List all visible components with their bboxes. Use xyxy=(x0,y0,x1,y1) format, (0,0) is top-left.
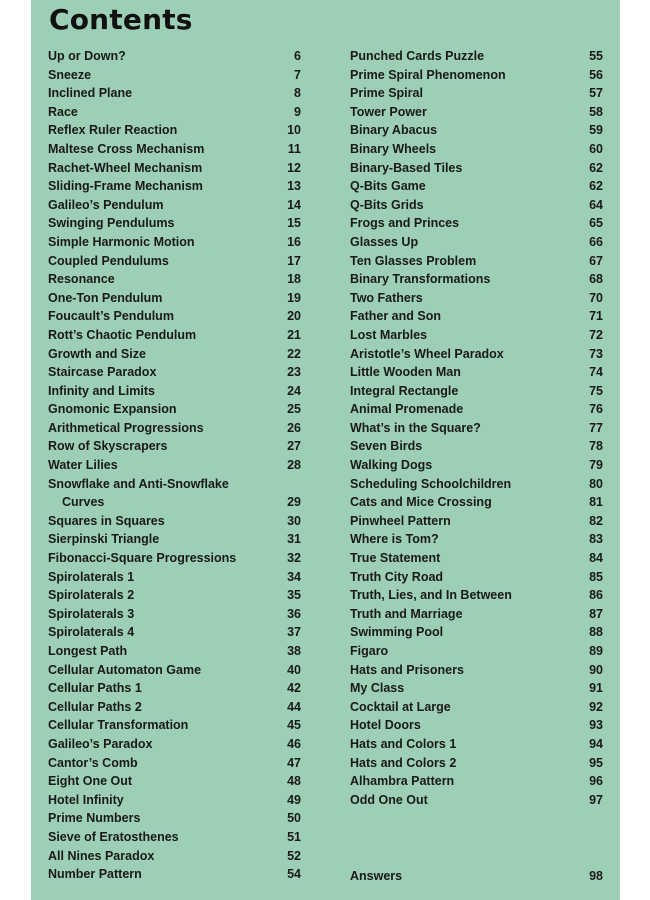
toc-entry-label: My Class xyxy=(350,681,405,696)
toc-entry-label: Eight One Out xyxy=(48,774,133,789)
toc-entry-page: 25 xyxy=(287,402,301,417)
toc-entry-page: 62 xyxy=(589,160,603,175)
toc-entry-label: Pinwheel Pattern xyxy=(350,513,451,528)
toc-entry-label: What’s in the Square? xyxy=(350,420,481,435)
toc-entry-label: Cellular Automaton Game xyxy=(48,662,202,677)
toc-entry xyxy=(48,66,301,85)
toc-entry-page: 42 xyxy=(287,681,301,696)
toc-entry xyxy=(350,47,603,66)
toc-entry-label: Row of Skyscrapers xyxy=(48,439,168,454)
toc-entry xyxy=(48,493,301,512)
toc-entry-label: Frogs and Princes xyxy=(350,216,460,231)
toc-entry-label: Where is Tom? xyxy=(350,532,439,547)
toc-entry-label: Prime Spiral Phenomenon xyxy=(350,67,506,82)
toc-entry-page: 9 xyxy=(294,104,301,119)
toc-entry-page: 66 xyxy=(589,234,603,249)
toc-entry xyxy=(350,382,603,401)
toc-entry-page: 64 xyxy=(589,197,603,212)
toc-entry-page: 54 xyxy=(287,867,301,882)
toc-entry-page: 45 xyxy=(287,718,301,733)
toc-entry-page: 18 xyxy=(287,272,301,287)
toc-entry xyxy=(350,103,603,122)
toc-entry xyxy=(48,512,301,531)
page-title: Contents xyxy=(49,3,193,36)
toc-entry-page: 98 xyxy=(589,869,603,883)
toc-entry-page: 59 xyxy=(589,123,603,138)
toc-entry-label: Hotel Doors xyxy=(350,718,421,733)
toc-entry xyxy=(48,642,301,661)
toc-entry-page: 60 xyxy=(589,141,603,156)
toc-entry-page: 12 xyxy=(287,160,301,175)
toc-entry xyxy=(350,326,603,345)
toc-entry-label: Cats and Mice Crossing xyxy=(350,495,492,510)
toc-entry-label: Spirolaterals 4 xyxy=(48,625,135,640)
toc-entry xyxy=(350,586,603,605)
toc-entry-label: Squares in Squares xyxy=(48,513,165,528)
toc-entry-page: 29 xyxy=(287,495,301,510)
toc-entry-label: Rott’s Chaotic Pendulum xyxy=(48,327,197,342)
toc-entry-page: 28 xyxy=(287,458,301,473)
toc-entry-label: Seven Birds xyxy=(350,439,423,454)
toc-entry xyxy=(350,493,603,512)
toc-entry-label: Prime Spiral xyxy=(350,86,423,101)
toc-entry-label: Spirolaterals 1 xyxy=(48,569,135,584)
toc-entry xyxy=(350,549,603,568)
toc-entry-page: 89 xyxy=(589,644,603,658)
toc-entry-page: 17 xyxy=(287,253,301,268)
toc-entry xyxy=(350,791,603,810)
toc-entry-label: Resonance xyxy=(48,272,115,287)
toc-entry xyxy=(350,363,603,382)
toc-entry-label: Curves xyxy=(62,495,105,510)
toc-entry xyxy=(48,549,301,568)
toc-entry-page: 75 xyxy=(589,383,603,398)
toc-left-column xyxy=(48,47,301,884)
toc-entry xyxy=(48,772,301,791)
toc-entry-label: Growth and Size xyxy=(48,346,146,361)
toc-entry-label: Truth, Lies, and In Between xyxy=(350,588,512,603)
toc-entry xyxy=(48,754,301,773)
toc-entry-page: 48 xyxy=(287,774,301,789)
toc-entry-page: 79 xyxy=(589,458,603,473)
toc-entry-label: Galileo’s Paradox xyxy=(48,736,153,751)
toc-entry xyxy=(350,289,603,308)
toc-entry-label: Punched Cards Puzzle xyxy=(350,49,485,63)
toc-entry xyxy=(350,233,603,252)
toc-entry-page: 95 xyxy=(589,755,603,770)
toc-entry-page: 31 xyxy=(287,532,301,547)
toc-entry xyxy=(48,252,301,271)
toc-entry-answers xyxy=(350,867,603,886)
toc-entry-label: Foucault’s Pendulum xyxy=(48,309,174,324)
toc-entry-label: Binary Transformations xyxy=(350,272,491,287)
toc-entry-page: 21 xyxy=(287,327,301,342)
toc-entry-label: Binary-Based Tiles xyxy=(350,160,463,175)
toc-entry xyxy=(48,437,301,456)
toc-entry-label: Walking Dogs xyxy=(350,458,433,473)
toc-entry-label: Coupled Pendulums xyxy=(48,253,169,268)
toc-entry-label: One-Ton Pendulum xyxy=(48,290,163,305)
toc-entry-label: Alhambra Pattern xyxy=(350,774,455,789)
toc-entry xyxy=(48,679,301,698)
toc-entry xyxy=(350,159,603,178)
toc-entry xyxy=(48,716,301,735)
toc-entry xyxy=(48,828,301,847)
toc-entry-page: 37 xyxy=(287,625,301,640)
toc-entry-label: Race xyxy=(48,104,78,119)
toc-entry-page: 56 xyxy=(589,67,603,82)
toc-entry xyxy=(48,233,301,252)
toc-entry-page: 58 xyxy=(589,104,603,119)
toc-entry xyxy=(350,623,603,642)
toc-entry-page: 13 xyxy=(287,179,301,194)
toc-entry-page: 44 xyxy=(287,699,301,714)
toc-entry-label: Binary Wheels xyxy=(350,141,437,156)
toc-entry-page: 52 xyxy=(287,848,301,863)
toc-entry-page: 80 xyxy=(589,476,603,491)
toc-entry xyxy=(350,475,603,494)
toc-entry-label: Spirolaterals 3 xyxy=(48,606,135,621)
toc-entry xyxy=(350,568,603,587)
toc-entry-label: Cellular Paths 2 xyxy=(48,699,142,714)
toc-entry xyxy=(48,140,301,159)
toc-entry-label: Number Pattern xyxy=(48,867,142,882)
toc-entry xyxy=(48,326,301,345)
toc-entry xyxy=(48,270,301,289)
toc-entry-label: Truth City Road xyxy=(350,569,444,584)
toc-entry-label: Answers xyxy=(350,869,403,883)
toc-entry-label: Cantor’s Comb xyxy=(48,755,138,770)
toc-entry-page: 78 xyxy=(589,439,603,454)
toc-entry xyxy=(350,196,603,215)
toc-entry-label: Cellular Paths 1 xyxy=(48,681,142,696)
toc-entry-label: Sneeze xyxy=(48,67,92,82)
toc-entry-label: Prime Numbers xyxy=(48,811,141,826)
toc-entry-page: 19 xyxy=(287,290,301,305)
toc-entry xyxy=(350,84,603,103)
toc-entry-page: 40 xyxy=(287,662,301,677)
toc-entry xyxy=(48,400,301,419)
toc-entry-label: Hats and Colors 1 xyxy=(350,736,457,751)
toc-entry-label: Hats and Colors 2 xyxy=(350,755,457,770)
toc-entry xyxy=(48,623,301,642)
toc-entry xyxy=(48,847,301,866)
toc-entry xyxy=(350,270,603,289)
toc-right-column xyxy=(350,47,603,809)
toc-entry-page: 20 xyxy=(287,309,301,324)
toc-entry-label: Gnomonic Expansion xyxy=(48,402,177,417)
toc-entry-label: Odd One Out xyxy=(350,792,428,807)
toc-entry-label: Animal Promenade xyxy=(350,402,464,417)
toc-entry-page: 90 xyxy=(589,662,603,677)
toc-entry-page: 55 xyxy=(589,49,603,63)
toc-entry xyxy=(48,456,301,475)
toc-entry xyxy=(48,698,301,717)
toc-entry-page: 8 xyxy=(294,86,301,101)
toc-entry xyxy=(48,47,301,66)
toc-entry xyxy=(350,66,603,85)
toc-entry xyxy=(350,121,603,140)
toc-entry xyxy=(48,735,301,754)
toc-entry xyxy=(350,456,603,475)
toc-entry-label: Swimming Pool xyxy=(350,625,444,640)
toc-entry-label: Reflex Ruler Reaction xyxy=(48,123,178,138)
toc-entry-page: 86 xyxy=(589,588,603,603)
toc-entry xyxy=(350,754,603,773)
toc-entry-page: 65 xyxy=(589,216,603,231)
toc-entry-page: 91 xyxy=(589,681,603,696)
toc-entry-page: 16 xyxy=(287,234,301,249)
toc-entry xyxy=(48,363,301,382)
toc-entry xyxy=(350,772,603,791)
toc-entry-label: Arithmetical Progressions xyxy=(48,420,204,435)
toc-entry-page: 6 xyxy=(294,49,301,63)
toc-entry xyxy=(48,791,301,810)
toc-entry xyxy=(48,809,301,828)
toc-entry-page: 34 xyxy=(287,569,301,584)
toc-entry xyxy=(48,382,301,401)
toc-entry-page: 72 xyxy=(589,327,603,342)
toc-entry-label: Swinging Pendulums xyxy=(48,216,175,231)
toc-entry xyxy=(48,121,301,140)
toc-entry xyxy=(350,177,603,196)
toc-entry-label: Cellular Transformation xyxy=(48,718,189,733)
toc-entry xyxy=(350,140,603,159)
toc-entry-label: Rachet-Wheel Mechanism xyxy=(48,160,203,175)
toc-entry-label: Galileo’s Pendulum xyxy=(48,197,164,212)
toc-entry xyxy=(350,437,603,456)
toc-entry-page: 35 xyxy=(287,588,301,603)
toc-entry-page: 30 xyxy=(287,513,301,528)
toc-entry-page: 96 xyxy=(589,774,603,789)
toc-entry xyxy=(350,307,603,326)
toc-entry-page: 83 xyxy=(589,532,603,547)
toc-entry-label: Sierpinski Triangle xyxy=(48,532,160,547)
toc-entry xyxy=(48,568,301,587)
toc-entry-label: Figaro xyxy=(350,644,389,658)
toc-entry xyxy=(350,716,603,735)
toc-entry-label: Sliding-Frame Mechanism xyxy=(48,179,203,194)
toc-entry-label: All Nines Paradox xyxy=(48,848,155,863)
toc-entry xyxy=(350,735,603,754)
toc-entry-label: Maltese Cross Mechanism xyxy=(48,141,205,156)
toc-entry xyxy=(48,289,301,308)
toc-entry-page: 46 xyxy=(287,736,301,751)
toc-entry xyxy=(48,661,301,680)
toc-entry-label: Fibonacci-Square Progressions xyxy=(48,551,237,566)
toc-entry xyxy=(350,252,603,271)
toc-entry-label: Binary Abacus xyxy=(350,123,438,138)
toc-entry-page: 67 xyxy=(589,253,603,268)
toc-entry xyxy=(48,419,301,438)
toc-entry-page: 11 xyxy=(287,141,301,156)
toc-entry-page: 84 xyxy=(589,551,603,566)
toc-entry-page: 82 xyxy=(589,513,603,528)
toc-entry-page: 94 xyxy=(589,736,603,751)
toc-entry xyxy=(350,661,603,680)
toc-entry xyxy=(350,679,603,698)
toc-entry-page: 10 xyxy=(287,123,301,138)
toc-entry-page: 97 xyxy=(589,792,603,807)
toc-entry xyxy=(48,177,301,196)
toc-entry xyxy=(48,530,301,549)
toc-entry-page: 38 xyxy=(287,644,301,658)
toc-entry-page: 14 xyxy=(287,197,301,212)
toc-entry-page: 68 xyxy=(589,272,603,287)
toc-entry-page: 71 xyxy=(589,309,603,324)
toc-entry xyxy=(350,214,603,233)
toc-entry-label: Glasses Up xyxy=(350,234,419,249)
toc-entry-label: Infinity and Limits xyxy=(48,383,155,398)
toc-entry-page: 62 xyxy=(589,179,603,194)
toc-entry-label: True Statement xyxy=(350,551,441,566)
toc-entry-label: Q-Bits Grids xyxy=(350,197,424,212)
toc-entry-label: Lost Marbles xyxy=(350,327,428,342)
toc-entry xyxy=(48,103,301,122)
toc-entry-page: 47 xyxy=(287,755,301,770)
toc-entry-label: Snowflake and Anti-Snowflake xyxy=(48,476,229,491)
toc-entry-label: Up or Down? xyxy=(48,49,126,63)
toc-entry xyxy=(350,512,603,531)
toc-entry xyxy=(48,196,301,215)
toc-entry-page: 26 xyxy=(287,420,301,435)
toc-entry-label: Ten Glasses Problem xyxy=(350,253,477,268)
toc-entry-page: 51 xyxy=(287,829,301,844)
toc-entry xyxy=(48,345,301,364)
toc-entry-page: 74 xyxy=(589,365,603,380)
toc-entry-page: 27 xyxy=(287,439,301,454)
toc-entry xyxy=(48,307,301,326)
toc-entry-page: 49 xyxy=(287,792,301,807)
toc-entry xyxy=(48,84,301,103)
toc-entry-label: Simple Harmonic Motion xyxy=(48,234,195,249)
toc-entry xyxy=(350,698,603,717)
toc-entry-label: Father and Son xyxy=(350,309,441,324)
toc-entry xyxy=(350,419,603,438)
toc-entry-page: 88 xyxy=(589,625,603,640)
toc-entry-page: 77 xyxy=(589,420,603,435)
toc-entry-label: Truth and Marriage xyxy=(350,606,463,621)
toc-entry xyxy=(48,605,301,624)
toc-entry-label: Little Wooden Man xyxy=(350,365,461,380)
toc-entry-page: 23 xyxy=(287,365,301,380)
toc-entry-page: 92 xyxy=(589,699,603,714)
toc-entry-page: 70 xyxy=(589,290,603,305)
toc-entry xyxy=(48,865,301,884)
toc-entry xyxy=(350,642,603,661)
toc-entry-page: 73 xyxy=(589,346,603,361)
toc-entry-page: 22 xyxy=(287,346,301,361)
toc-entry-page: 81 xyxy=(589,495,603,510)
toc-entry-label: Tower Power xyxy=(350,104,427,119)
toc-entry-page: 85 xyxy=(589,569,603,584)
toc-entry xyxy=(350,605,603,624)
toc-entry-page: 50 xyxy=(287,811,301,826)
toc-entry-label: Q-Bits Game xyxy=(350,179,426,194)
toc-entry xyxy=(48,159,301,178)
toc-entry-label: Sieve of Eratosthenes xyxy=(48,829,179,844)
toc-entry-label: Scheduling Schoolchildren xyxy=(350,476,512,491)
toc-entry-page: 7 xyxy=(294,67,301,82)
toc-entry-label: Water Lilies xyxy=(48,458,118,473)
toc-entry-page: 32 xyxy=(287,551,301,566)
toc-entry xyxy=(350,400,603,419)
toc-entry xyxy=(48,475,301,494)
toc-entry xyxy=(350,530,603,549)
toc-entry-label: Hats and Prisoners xyxy=(350,662,464,677)
toc-entry xyxy=(48,586,301,605)
toc-entry-page: 76 xyxy=(589,402,603,417)
toc-entry-page: 93 xyxy=(589,718,603,733)
toc-entry-label: Hotel Infinity xyxy=(48,792,124,807)
toc-entry-label: Inclined Plane xyxy=(48,86,133,101)
toc-entry-page: 15 xyxy=(287,216,301,231)
toc-entry-label: Longest Path xyxy=(48,644,128,658)
toc-entry-page: 87 xyxy=(589,606,603,621)
toc-entry xyxy=(48,214,301,233)
toc-entry-page: 36 xyxy=(287,606,301,621)
toc-entry-label: Integral Rectangle xyxy=(350,383,459,398)
toc-entry-label: Staircase Paradox xyxy=(48,365,157,380)
toc-entry-label: Spirolaterals 2 xyxy=(48,588,135,603)
toc-entry-page: 57 xyxy=(589,86,603,101)
toc-entry-label: Cocktail at Large xyxy=(350,699,451,714)
toc-entry-label: Aristotle’s Wheel Paradox xyxy=(350,346,504,361)
toc-entry-page: 24 xyxy=(287,383,301,398)
toc-entry-label: Two Fathers xyxy=(350,290,423,305)
toc-entry xyxy=(350,345,603,364)
